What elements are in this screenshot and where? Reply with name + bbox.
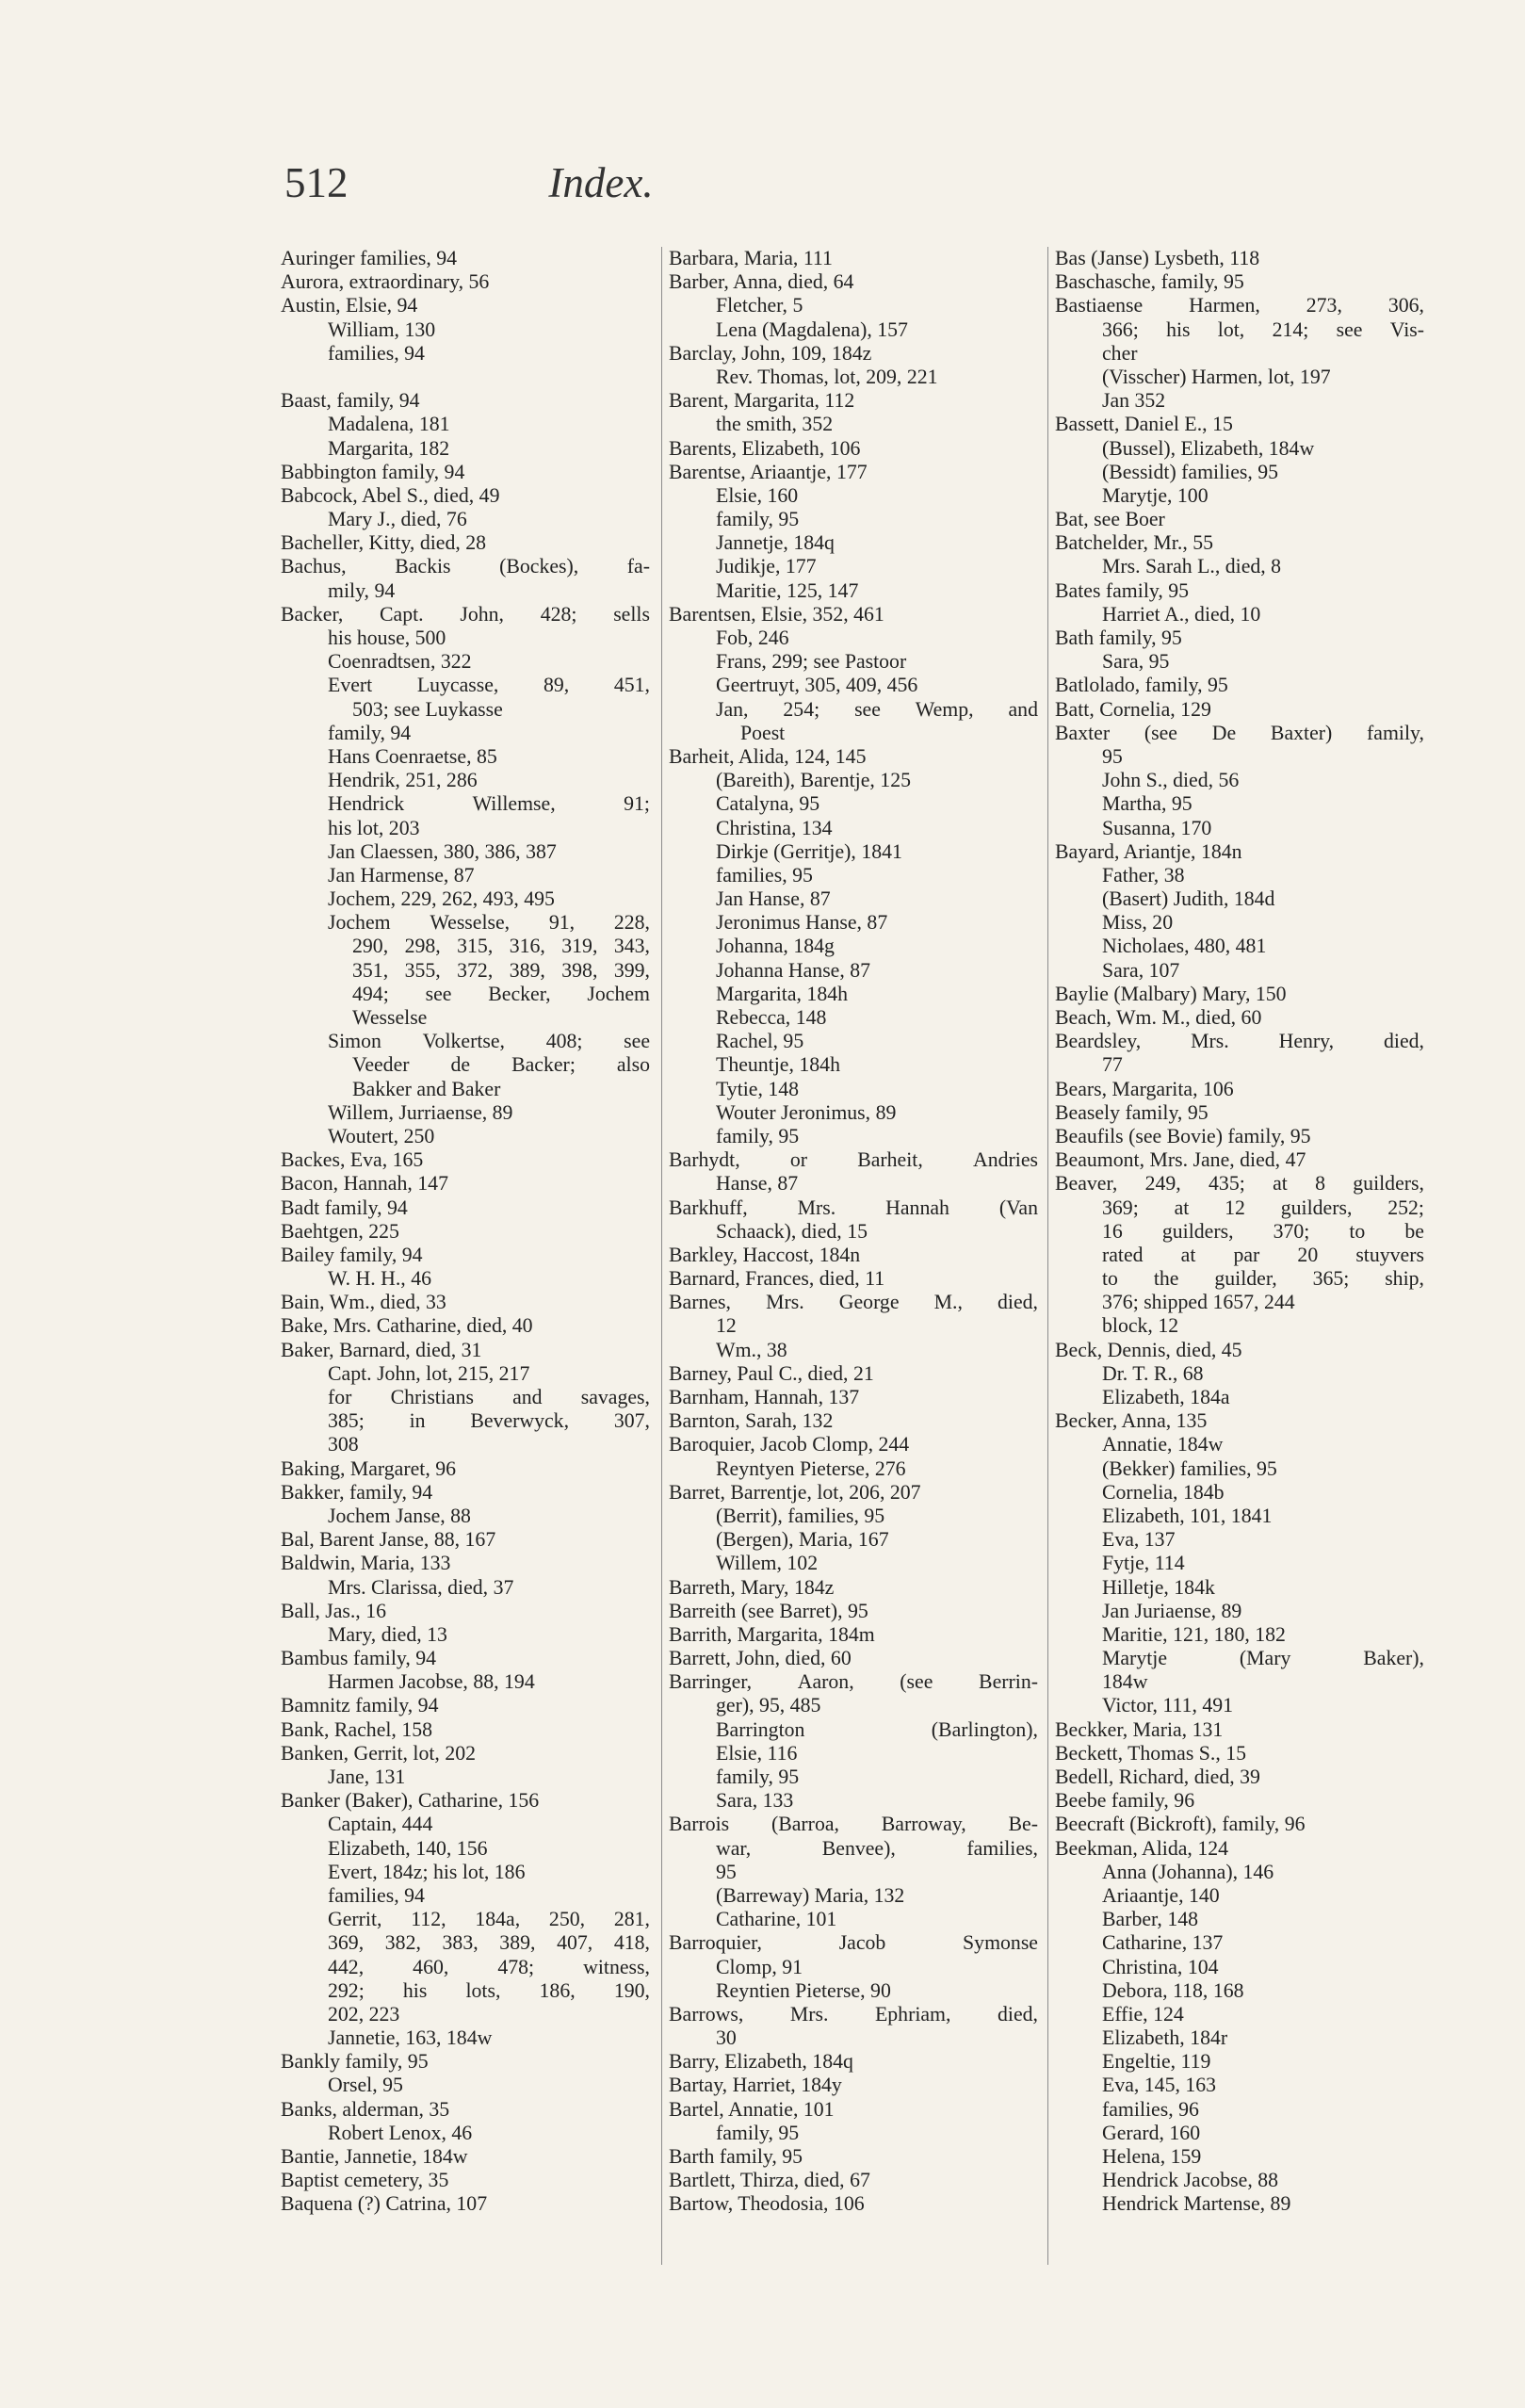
index-entry: Barreth, Mary, 184z [669, 1575, 835, 1599]
index-subentry: Fytje, 114 [1102, 1552, 1185, 1575]
index-subentry: Engeltie, 119 [1102, 2050, 1211, 2074]
index-subentry: Sara, 107 [1102, 958, 1180, 982]
index-subentry: Jan Claessen, 380, 386, 387 [328, 839, 557, 863]
index-entry: Bantie, Jannetie, 184w [281, 2145, 468, 2168]
index-subentry: Susanna, 170 [1102, 816, 1212, 839]
index-subentry: 12 [716, 1314, 737, 1338]
index-subentry: Mary, died, 13 [328, 1622, 447, 1646]
column-divider [1047, 247, 1048, 2265]
index-subentry: Johanna Hanse, 87 [716, 958, 871, 982]
index-subentry: Ariaantje, 140 [1102, 1883, 1220, 1907]
page-header [284, 158, 917, 215]
index-subentry: Jan Juriaense, 89 [1102, 1599, 1242, 1622]
index-entry: Banks, alderman, 35 [281, 2097, 450, 2121]
index-subentry: to the guilder, 365; ship, [1102, 1267, 1424, 1291]
index-subentry: family, 95 [716, 2121, 800, 2144]
index-subentry: Poest [740, 721, 786, 744]
index-entry: Bartay, Harriet, 184y [669, 2074, 842, 2097]
index-subentry: Dr. T. R., 68 [1102, 1361, 1204, 1385]
index-subentry: Fob, 246 [716, 626, 789, 649]
index-subentry: Eva, 145, 163 [1102, 2074, 1217, 2097]
index-subentry: 184w [1102, 1670, 1148, 1694]
index-subentry: Evert Luycasse, 89, 451, [328, 674, 650, 697]
index-subentry: Dirkje (Gerritje), 1841 [716, 839, 902, 863]
index-subentry: Helena, 159 [1102, 2145, 1202, 2168]
index-entry: Bambus family, 94 [281, 1647, 437, 1670]
index-subentry: 30 [716, 2026, 737, 2050]
index-subentry: John S., died, 56 [1102, 769, 1240, 792]
index-subentry: rated at par 20 stuyvers [1102, 1243, 1424, 1266]
index-entry: Bankly family, 95 [281, 2050, 429, 2074]
index-subentry: Hendrick Martense, 89 [1102, 2192, 1291, 2216]
index-subentry: Jannetie, 163, 184w [328, 2026, 493, 2050]
index-subentry: Mrs. Clarissa, died, 37 [328, 1575, 514, 1599]
index-subentry: (Bussel), Elizabeth, 184w [1102, 436, 1315, 460]
index-entry: Beaver, 249, 435; at 8 guilders, [1055, 1172, 1424, 1196]
index-entry: Barkley, Haccost, 184n [669, 1243, 861, 1266]
index-entry: Barroquier, Jacob Symonse [669, 1931, 1038, 1955]
page-number: 512 [284, 159, 349, 206]
index-subentry: Madalena, 181 [328, 413, 450, 436]
index-entry: Babcock, Abel S., died, 49 [281, 483, 500, 507]
index-subentry: Miss, 20 [1102, 911, 1174, 935]
index-subentry: families, 94 [328, 1883, 425, 1907]
index-entry: Becker, Anna, 135 [1055, 1409, 1208, 1433]
index-entry: Bartlett, Thirza, died, 67 [669, 2169, 870, 2192]
index-entry: Austin, Elsie, 94 [281, 294, 418, 317]
index-subentry: Anna (Johanna), 146 [1102, 1860, 1274, 1883]
index-subentry: Willem, 102 [716, 1552, 819, 1575]
index-subentry: Captain, 444 [328, 1813, 433, 1836]
index-subentry: Reyntyen Pieterse, 276 [716, 1456, 906, 1480]
index-subentry: 503; see Luykasse [352, 697, 503, 721]
index-entry: Beasely family, 95 [1055, 1100, 1209, 1124]
index-entry: Backer, Capt. John, 428; sells [281, 602, 650, 626]
index-subentry: Elizabeth, 101, 1841 [1102, 1504, 1273, 1527]
index-entry: Bears, Margarita, 106 [1055, 1077, 1234, 1100]
index-subentry: Mrs. Sarah L., died, 8 [1102, 555, 1282, 578]
index-subentry: Cornelia, 184b [1102, 1480, 1225, 1504]
index-entry: Barnes, Mrs. George M., died, [669, 1291, 1038, 1314]
page-title: Index. [548, 159, 654, 206]
index-subentry: Clomp, 91 [716, 1955, 803, 1978]
index-column-2 [669, 247, 1038, 2217]
index-subentry: Marytje (Mary Baker), [1102, 1647, 1424, 1670]
index-subentry: Woutert, 250 [328, 1124, 435, 1147]
index-subentry: Hans Coenraetse, 85 [328, 744, 497, 768]
index-subentry: Simon Volkertse, 408; see [328, 1030, 650, 1053]
index-subentry: Jan, 254; see Wemp, and [716, 697, 1038, 721]
index-entry: Backes, Eva, 165 [281, 1148, 424, 1172]
index-subentry: Annatie, 184w [1102, 1433, 1224, 1456]
index-entry: Bank, Rachel, 158 [281, 1717, 433, 1741]
index-entry: Beekman, Alida, 124 [1055, 1836, 1229, 1860]
column-divider [661, 247, 662, 2265]
index-entry: Bailey family, 94 [281, 1243, 423, 1266]
index-subentry: Wesselse [352, 1006, 428, 1029]
index-subentry: Harmen Jacobse, 88, 194 [328, 1670, 535, 1694]
index-entry: Bartow, Theodosia, 106 [669, 2192, 865, 2216]
index-subentry: 369; at 12 guilders, 252; [1102, 1196, 1424, 1219]
index-subentry: Geertruyt, 305, 409, 456 [716, 674, 918, 697]
index-entry: Barret, Barrentje, lot, 206, 207 [669, 1480, 921, 1504]
index-subentry: Marytje, 100 [1102, 483, 1209, 507]
index-subentry: (Barreway) Maria, 132 [716, 1883, 905, 1907]
index-subentry: Maritie, 125, 147 [716, 578, 859, 602]
index-subentry: 494; see Becker, Jochem [352, 982, 650, 1005]
index-subentry: Victor, 111, 491 [1102, 1694, 1234, 1717]
index-entry: Baast, family, 94 [281, 389, 420, 413]
index-subentry: Fletcher, 5 [716, 294, 803, 317]
index-subentry: Tytie, 148 [716, 1077, 800, 1100]
index-subentry: (Berrit), families, 95 [716, 1504, 885, 1527]
index-entry: Baroquier, Jacob Clomp, 244 [669, 1433, 910, 1456]
index-subentry: (Visscher) Harmen, lot, 197 [1102, 365, 1331, 388]
index-entry: Barclay, John, 109, 184z [669, 341, 872, 365]
index-subentry: Catharine, 137 [1102, 1931, 1224, 1955]
index-subentry: family, 95 [716, 508, 800, 531]
index-subentry: Wm., 38 [716, 1338, 787, 1361]
index-entry: Beebe family, 96 [1055, 1789, 1195, 1813]
index-subentry: Jan Hanse, 87 [716, 887, 831, 911]
index-subentry: Jeronimus Hanse, 87 [716, 911, 888, 935]
index-entry: Barber, Anna, died, 64 [669, 270, 854, 294]
index-subentry: war, Benvee), families, [716, 1836, 1038, 1860]
index-subentry: Johanna, 184g [716, 935, 835, 958]
index-subentry: 308 [328, 1433, 359, 1456]
index-subentry: Robert Lenox, 46 [328, 2121, 473, 2144]
index-entry: Bath family, 95 [1055, 626, 1182, 649]
index-subentry: Christina, 104 [1102, 1955, 1219, 1978]
index-subentry: family, 95 [716, 1765, 800, 1788]
index-entry: Barents, Elizabeth, 106 [669, 436, 861, 460]
index-entry: Bedell, Richard, died, 39 [1055, 1765, 1260, 1788]
index-entry: Barreith (see Barret), 95 [669, 1599, 868, 1622]
index-entry: Babbington family, 94 [281, 460, 465, 483]
index-subentry: cher [1102, 341, 1138, 365]
index-subentry: Elizabeth, 184a [1102, 1386, 1230, 1408]
index-entry: Bartel, Annatie, 101 [669, 2097, 835, 2121]
index-entry: Ball, Jas., 16 [281, 1599, 387, 1622]
index-subentry: Bakker and Baker [352, 1077, 501, 1100]
index-subentry: Elizabeth, 184r [1102, 2026, 1228, 2050]
index-subentry: families, 95 [716, 863, 813, 887]
index-subentry: Reyntien Pieterse, 90 [716, 1978, 891, 2002]
index-entry: Barkhuff, Mrs. Hannah (Van [669, 1196, 1038, 1219]
index-subentry: the smith, 352 [716, 413, 834, 436]
index-subentry: (Bessidt) families, 95 [1102, 460, 1279, 483]
index-entry: Baehtgen, 225 [281, 1219, 399, 1243]
index-subentry: 385; in Beverwyck, 307, [328, 1409, 650, 1433]
index-entry: Bachus, Backis (Bockes), fa- [281, 555, 650, 578]
index-entry: Barney, Paul C., died, 21 [669, 1361, 874, 1385]
index-entry: Bacheller, Kitty, died, 28 [281, 531, 487, 555]
index-subentry: family, 95 [716, 1124, 800, 1147]
index-entry: Auringer families, 94 [281, 247, 458, 269]
index-entry: Beck, Dennis, died, 45 [1055, 1338, 1242, 1361]
index-subentry: 95 [716, 1860, 737, 1883]
entry-gap [281, 366, 650, 389]
index-entry: Barentsen, Elsie, 352, 461 [669, 602, 884, 626]
index-entry: Barheit, Alida, 124, 145 [669, 744, 867, 768]
index-entry: Bamnitz family, 94 [281, 1694, 439, 1717]
index-entry: Batlolado, family, 95 [1055, 674, 1228, 697]
index-entry: Barringer, Aaron, (see Berrin- [669, 1670, 1038, 1694]
index-subentry: 376; shipped 1657, 244 [1102, 1291, 1295, 1314]
index-subentry: Jan Harmense, 87 [328, 863, 475, 887]
index-subentry: 77 [1102, 1053, 1123, 1077]
index-column-1 [281, 247, 650, 2217]
index-subentry: Jane, 131 [328, 1765, 406, 1788]
index-subentry: Coenradtsen, 322 [328, 650, 472, 674]
index-subentry: Margarita, 182 [328, 436, 450, 460]
index-entry: Barent, Margarita, 112 [669, 389, 855, 413]
index-subentry: his house, 500 [328, 626, 446, 649]
index-subentry: Hendrick Willemse, 91; [328, 792, 650, 816]
index-entry: Beecraft (Bickroft), family, 96 [1055, 1813, 1306, 1836]
index-subentry: Elizabeth, 140, 156 [328, 1836, 488, 1860]
index-subentry: Theuntje, 184h [716, 1053, 840, 1077]
index-entry: Bassett, Daniel E., 15 [1055, 413, 1233, 436]
index-subentry: Barrington (Barlington), [716, 1717, 1038, 1741]
index-entry: Baylie (Malbary) Mary, 150 [1055, 982, 1287, 1005]
index-subentry: Capt. John, lot, 215, 217 [328, 1361, 530, 1385]
index-subentry: Willem, Jurriaense, 89 [328, 1100, 513, 1124]
index-entry: Baschasche, family, 95 [1055, 270, 1244, 294]
index-subentry: 442, 460, 478; witness, [328, 1955, 650, 1978]
index-subentry: Catalyna, 95 [716, 792, 820, 816]
index-subentry: family, 94 [328, 721, 412, 744]
index-subentry: his lot, 203 [328, 816, 420, 839]
index-subentry: Hanse, 87 [716, 1172, 799, 1196]
index-subentry: Nicholaes, 480, 481 [1102, 935, 1267, 958]
index-entry: Bal, Barent Janse, 88, 167 [281, 1528, 496, 1552]
index-entry: Beardsley, Mrs. Henry, died, [1055, 1030, 1424, 1053]
index-subentry: Effie, 124 [1102, 2002, 1184, 2026]
index-entry: Barrois (Barroa, Barroway, Be- [669, 1813, 1038, 1836]
index-subentry: (Bekker) families, 95 [1102, 1456, 1277, 1480]
index-entry: Baquena (?) Catrina, 107 [281, 2192, 488, 2216]
index-subentry: ger), 95, 485 [716, 1694, 821, 1717]
index-subentry: Gerard, 160 [1102, 2121, 1201, 2144]
index-subentry: block, 12 [1102, 1314, 1179, 1338]
index-entry: Baptist cemetery, 35 [281, 2169, 449, 2192]
index-entry: Bake, Mrs. Catharine, died, 40 [281, 1314, 533, 1338]
index-subentry: Barber, 148 [1102, 1908, 1199, 1931]
index-entry: Bain, Wm., died, 33 [281, 1291, 446, 1314]
index-subentry: Debora, 118, 168 [1102, 1978, 1244, 2002]
index-column-3 [1055, 247, 1424, 2217]
index-subentry: (Bareith), Barentje, 125 [716, 769, 911, 792]
index-subentry: 16 guilders, 370; to be [1102, 1219, 1424, 1243]
index-entry: Baxter (see De Baxter) family, [1055, 721, 1424, 744]
index-subentry: Rev. Thomas, lot, 209, 221 [716, 365, 938, 388]
index-subentry: Elsie, 116 [716, 1741, 798, 1765]
index-entry: Barnham, Hannah, 137 [669, 1386, 860, 1408]
index-entry: Barrith, Margarita, 184m [669, 1622, 875, 1646]
index-subentry: 290, 298, 315, 316, 319, 343, [352, 935, 650, 958]
index-entry: Banken, Gerrit, lot, 202 [281, 1741, 477, 1765]
index-subentry: Jochem Janse, 88 [328, 1504, 471, 1527]
index-subentry: Hendrick Jacobse, 88 [1102, 2169, 1279, 2192]
index-subentry: Lena (Magdalena), 157 [716, 317, 908, 341]
index-subentry: Sara, 95 [1102, 650, 1170, 674]
index-subentry: (Bergen), Maria, 167 [716, 1528, 889, 1552]
index-entry: Barentse, Ariaantje, 177 [669, 460, 868, 483]
index-entry: Badt family, 94 [281, 1196, 408, 1219]
index-subentry: Rebecca, 148 [716, 1006, 827, 1029]
index-subentry: Frans, 299; see Pastoor [716, 650, 907, 674]
index-entry: Baker, Barnard, died, 31 [281, 1338, 482, 1361]
index-subentry: 95 [1102, 744, 1123, 768]
index-subentry: Wouter Jeronimus, 89 [716, 1100, 897, 1124]
index-subentry: 292; his lots, 186, 190, [328, 1978, 650, 2002]
index-entry: Bas (Janse) Lysbeth, 118 [1055, 247, 1260, 269]
index-entry: Banker (Baker), Catharine, 156 [281, 1789, 540, 1813]
index-subentry: W. H. H., 46 [328, 1267, 431, 1291]
index-subentry: Eva, 137 [1102, 1528, 1176, 1552]
index-subentry: Schaack), died, 15 [716, 1219, 868, 1243]
index-subentry: Judikje, 177 [716, 555, 817, 578]
index-subentry: Father, 38 [1102, 863, 1185, 887]
index-entry: Barnard, Frances, died, 11 [669, 1267, 885, 1291]
index-subentry: mily, 94 [328, 578, 396, 602]
index-entry: Bastiaense Harmen, 273, 306, [1055, 294, 1424, 317]
index-subentry: Mary J., died, 76 [328, 508, 467, 531]
index-entry: Beaumont, Mrs. Jane, died, 47 [1055, 1148, 1306, 1172]
index-entry: Aurora, extraordinary, 56 [281, 270, 490, 294]
index-entry: Baldwin, Maria, 133 [281, 1552, 451, 1575]
index-subentry: Harriet A., died, 10 [1102, 602, 1261, 626]
index-subentry: William, 130 [328, 317, 436, 341]
index-subentry: Elsie, 160 [716, 483, 799, 507]
index-entry: Barbara, Maria, 111 [669, 247, 833, 269]
index-subentry: Catharine, 101 [716, 1908, 837, 1931]
index-subentry: families, 94 [328, 341, 425, 365]
index-entry: Barnton, Sarah, 132 [669, 1409, 834, 1433]
index-subentry: Christina, 134 [716, 816, 833, 839]
index-subentry: Rachel, 95 [716, 1030, 804, 1053]
index-subentry: Hendrik, 251, 286 [328, 769, 478, 792]
index-subentry: Orsel, 95 [328, 2074, 403, 2097]
index-entry: Beaufils (see Bovie) family, 95 [1055, 1124, 1311, 1147]
index-subentry: Gerrit, 112, 184a, 250, 281, [328, 1908, 650, 1931]
index-entry: Bacon, Hannah, 147 [281, 1172, 448, 1196]
index-entry: Barth family, 95 [669, 2145, 803, 2168]
index-subentry: Jochem Wesselse, 91, 228, [328, 911, 650, 935]
index-subentry: 366; his lot, 214; see Vis- [1102, 317, 1424, 341]
index-subentry: Martha, 95 [1102, 792, 1192, 816]
index-subentry: Sara, 133 [716, 1789, 794, 1813]
index-subentry: Maritie, 121, 180, 182 [1102, 1622, 1286, 1646]
index-entry: Barhydt, or Barheit, Andries [669, 1148, 1038, 1172]
index-subentry: 202, 223 [328, 2002, 400, 2026]
index-subentry: 369, 382, 383, 389, 407, 418, [328, 1931, 650, 1955]
index-subentry: 351, 355, 372, 389, 398, 399, [352, 958, 650, 982]
index-entry: Beckker, Maria, 131 [1055, 1717, 1224, 1741]
index-entry: Beckett, Thomas S., 15 [1055, 1741, 1247, 1765]
index-entry: Barrows, Mrs. Ephriam, died, [669, 2002, 1038, 2026]
index-entry: Barry, Elizabeth, 184q [669, 2050, 853, 2074]
index-subentry: Jan 352 [1102, 389, 1166, 413]
index-entry: Bat, see Boer [1055, 508, 1165, 531]
index-entry: Bayard, Ariantje, 184n [1055, 839, 1242, 863]
index-subentry: Hilletje, 184k [1102, 1575, 1215, 1599]
index-subentry: Margarita, 184h [716, 982, 849, 1005]
index-entry: Beach, Wm. M., died, 60 [1055, 1006, 1262, 1029]
index-subentry: Veeder de Backer; also [352, 1053, 650, 1077]
index-entry: Barrett, John, died, 60 [669, 1647, 852, 1670]
index-subentry: (Basert) Judith, 184d [1102, 887, 1275, 911]
index-entry: Baking, Margaret, 96 [281, 1456, 457, 1480]
index-subentry: for Christians and savages, [328, 1386, 650, 1408]
index-entry: Batchelder, Mr., 55 [1055, 531, 1214, 555]
index-subentry: Evert, 184z; his lot, 186 [328, 1860, 526, 1883]
index-entry: Batt, Cornelia, 129 [1055, 697, 1211, 721]
index-subentry: Jannetje, 184q [716, 531, 835, 555]
index-subentry: families, 96 [1102, 2097, 1199, 2121]
index-subentry: Jochem, 229, 262, 493, 495 [328, 887, 555, 911]
index-entry: Bakker, family, 94 [281, 1480, 433, 1504]
index-entry: Bates family, 95 [1055, 578, 1190, 602]
